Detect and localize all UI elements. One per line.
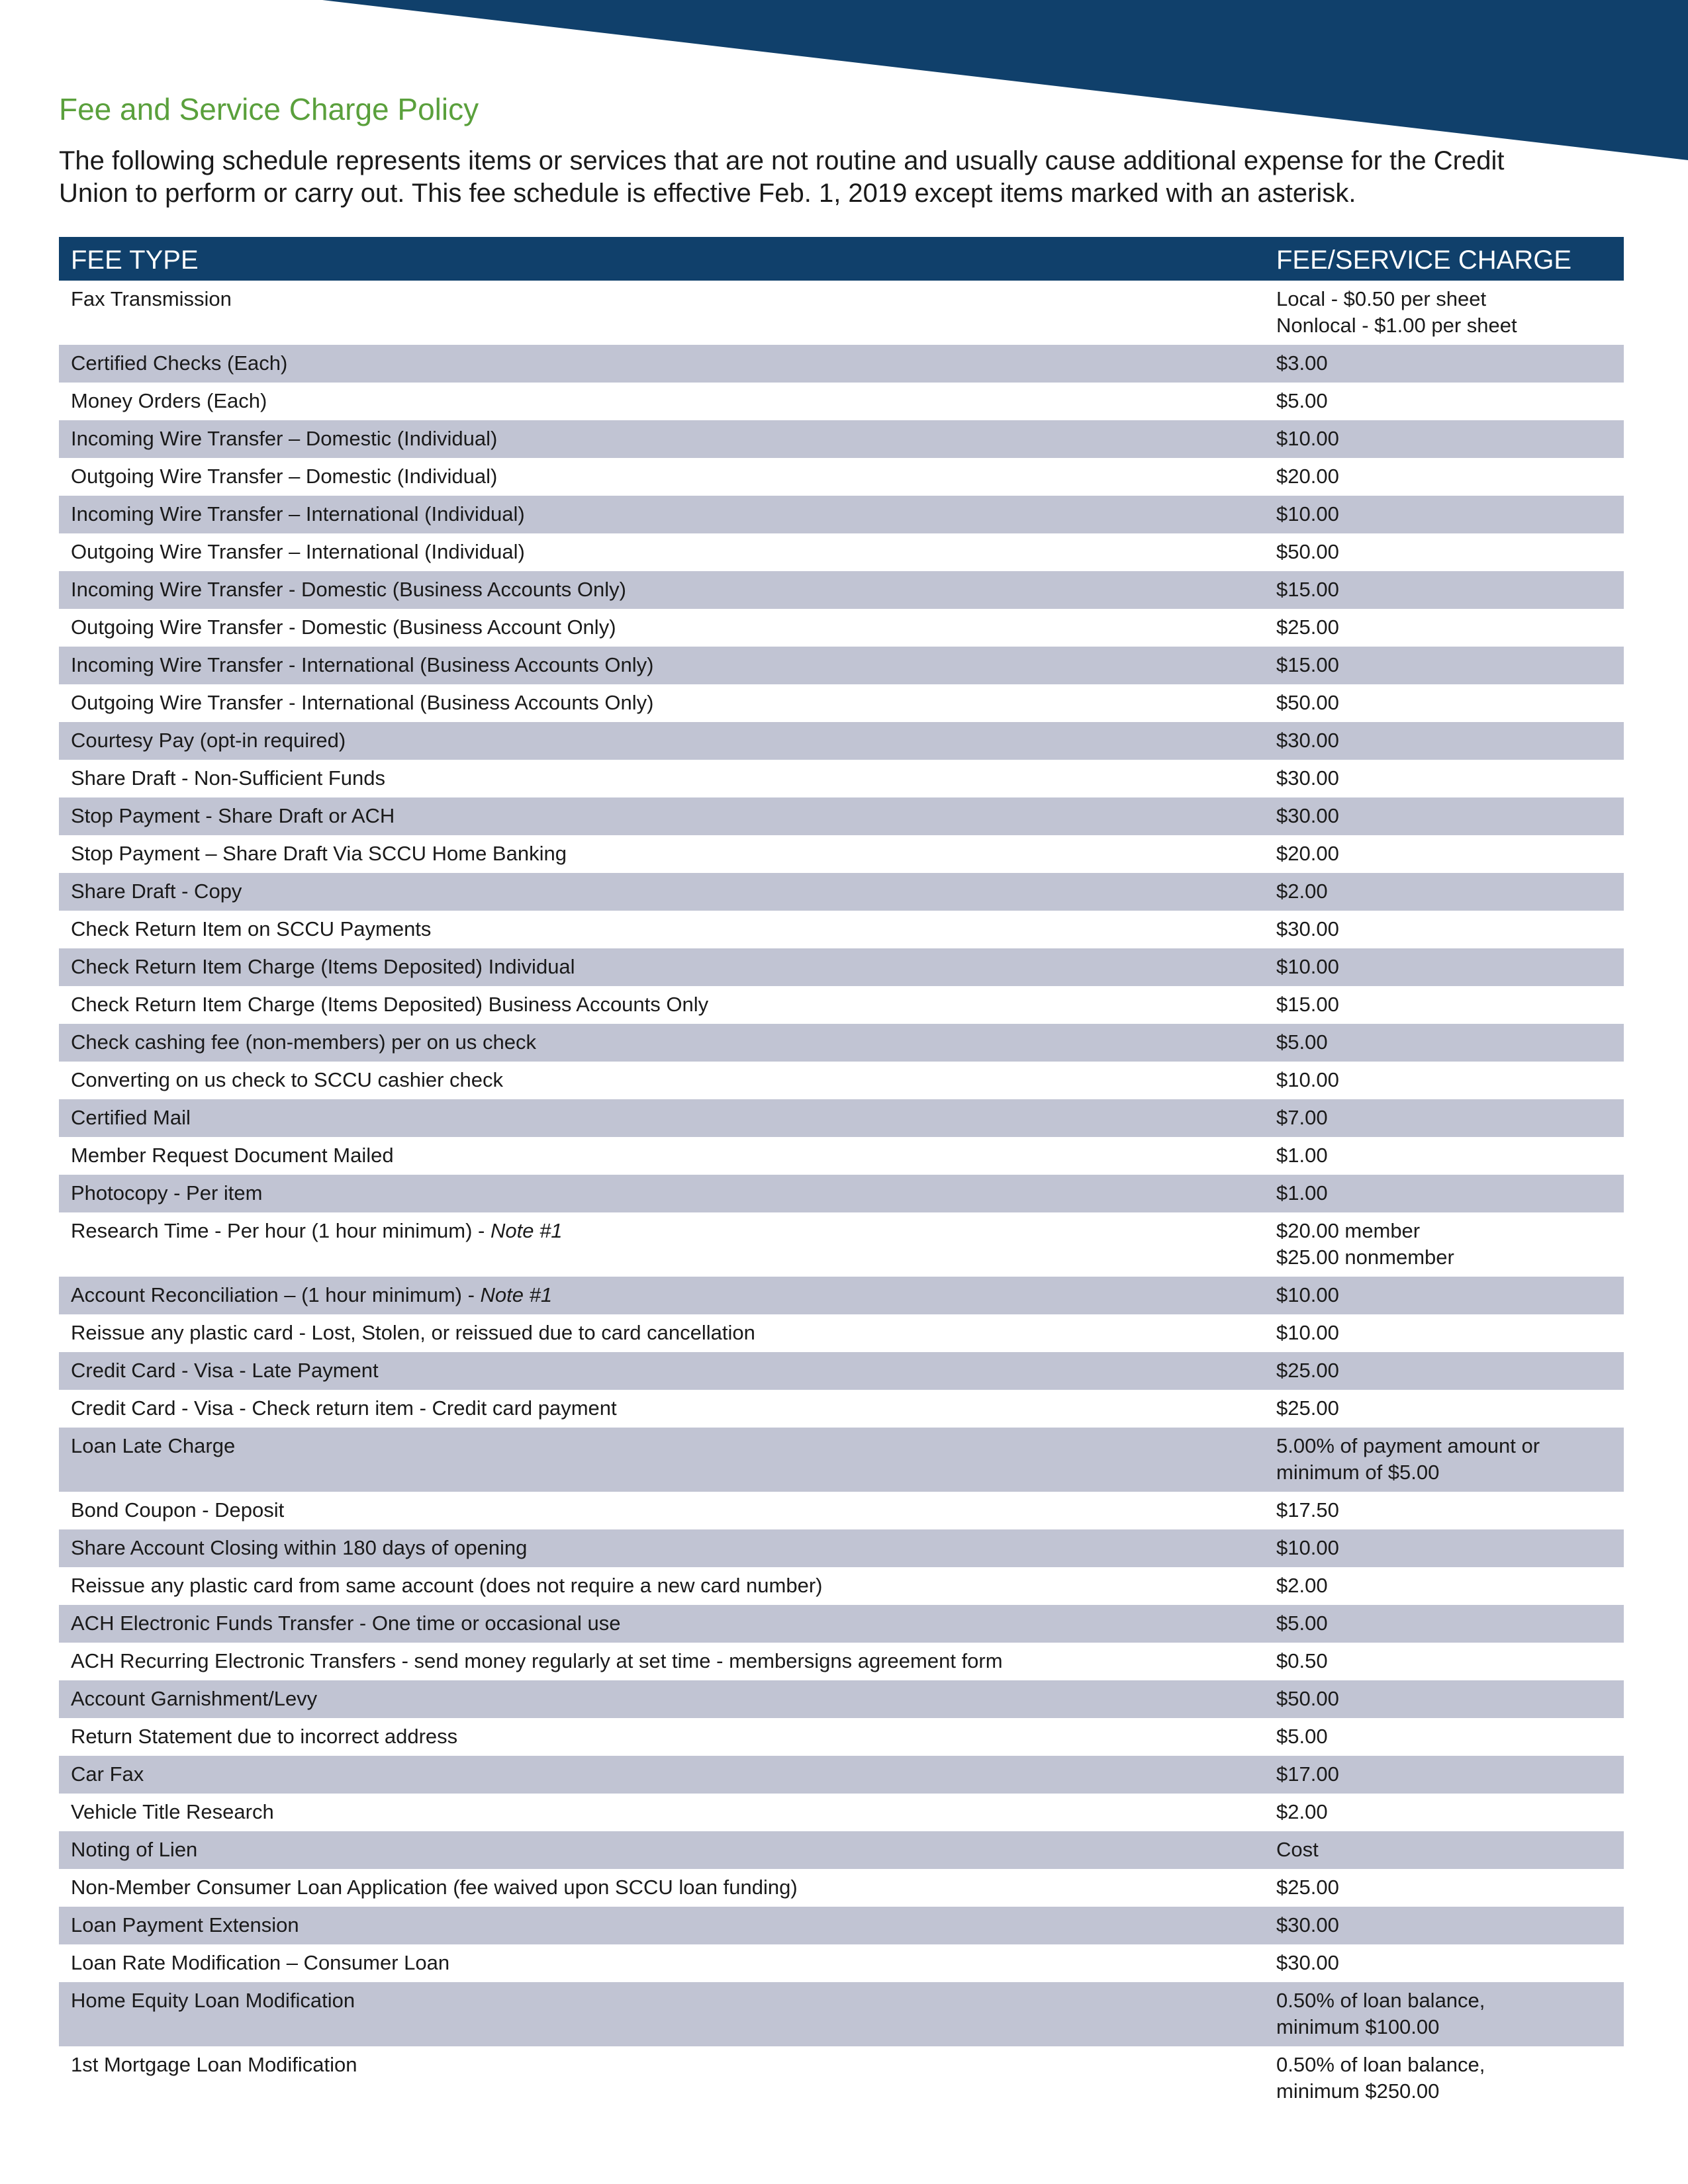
fee-charge-cell bbox=[1264, 1680, 1624, 1718]
fee-charge-line: $25.00 bbox=[1276, 1359, 1339, 1382]
table-row bbox=[59, 1314, 1624, 1352]
fee-type-cell bbox=[59, 1212, 1264, 1277]
page-title: Fee and Service Charge Policy bbox=[59, 92, 479, 126]
fee-charge-cell bbox=[1264, 1314, 1624, 1352]
fee-charge-line: $15.00 bbox=[1276, 653, 1339, 676]
fee-type-text: 1st Mortgage Loan Modification bbox=[71, 2053, 357, 2076]
fee-type-text: Outgoing Wire Transfer – International (Individual) bbox=[71, 540, 525, 563]
fee-type-text: Loan Late Charge bbox=[71, 1434, 236, 1457]
fee-type-text: Car Fax bbox=[71, 1762, 144, 1786]
fee-type-cell bbox=[59, 1492, 1264, 1529]
fee-type-cell bbox=[59, 1982, 1264, 2046]
fee-type-text: Share Draft - Non-Sufficient Funds bbox=[71, 766, 385, 790]
fee-type-cell bbox=[59, 609, 1264, 647]
fee-type-text: Certified Mail bbox=[71, 1106, 191, 1129]
fee-charge-cell bbox=[1264, 1175, 1624, 1212]
fee-type-cell bbox=[59, 533, 1264, 571]
table-row bbox=[59, 1680, 1624, 1718]
fee-charge-line: $20.00 bbox=[1276, 842, 1339, 865]
fee-charge-cell bbox=[1264, 1212, 1624, 1277]
fee-type-cell bbox=[59, 647, 1264, 684]
fee-type-text: Stop Payment - Share Draft or ACH bbox=[71, 804, 395, 827]
fee-type-text: Check cashing fee (non-members) per on us check bbox=[71, 1030, 536, 1054]
fee-type-text: Research Time - Per hour (1 hour minimum) - bbox=[71, 1219, 491, 1242]
fee-type-cell bbox=[59, 1756, 1264, 1794]
fee-type-cell bbox=[59, 1907, 1264, 1944]
fee-type-text: Outgoing Wire Transfer – Domestic (Individual) bbox=[71, 465, 498, 488]
fee-type-text: Money Orders (Each) bbox=[71, 389, 267, 412]
fee-type-cell bbox=[59, 1794, 1264, 1831]
fee-charge-cell bbox=[1264, 1492, 1624, 1529]
fee-charge-line: $50.00 bbox=[1276, 540, 1339, 563]
fee-charge-cell bbox=[1264, 835, 1624, 873]
table-row bbox=[59, 345, 1624, 383]
table-row bbox=[59, 760, 1624, 797]
fee-charge-cell bbox=[1264, 1605, 1624, 1643]
table-row bbox=[59, 797, 1624, 835]
fee-type-cell bbox=[59, 760, 1264, 797]
fee-charge-cell bbox=[1264, 1390, 1624, 1428]
fee-type-text: Check Return Item Charge (Items Deposited) Individual bbox=[71, 955, 575, 978]
table-row bbox=[59, 1137, 1624, 1175]
fee-charge-line: $0.50 bbox=[1276, 1649, 1328, 1672]
fee-charge-line: 0.50% of loan balance, bbox=[1276, 2053, 1485, 2076]
table-row bbox=[59, 609, 1624, 647]
table-row bbox=[59, 1567, 1624, 1605]
fee-charge-line: $1.00 bbox=[1276, 1181, 1328, 1205]
fee-charge-line: $30.00 bbox=[1276, 917, 1339, 940]
fee-charge-cell bbox=[1264, 647, 1624, 684]
table-row bbox=[59, 420, 1624, 458]
table-row bbox=[59, 571, 1624, 609]
fee-charge-line: $5.00 bbox=[1276, 1612, 1328, 1635]
table-row bbox=[59, 1352, 1624, 1390]
table-row bbox=[59, 1982, 1624, 2046]
fee-type-text: Converting on us check to SCCU cashier check bbox=[71, 1068, 504, 1091]
fee-type-cell bbox=[59, 2046, 1264, 2111]
fee-charge-line: $3.00 bbox=[1276, 351, 1328, 375]
fee-type-cell bbox=[59, 1680, 1264, 1718]
table-row bbox=[59, 1024, 1624, 1062]
fee-charge-cell bbox=[1264, 873, 1624, 911]
fee-charge-line: $2.00 bbox=[1276, 880, 1328, 903]
fee-charge-line: 0.50% of loan balance, bbox=[1276, 1989, 1485, 2012]
fee-type-cell bbox=[59, 1175, 1264, 1212]
fee-charge-line: Local - $0.50 per sheet bbox=[1276, 287, 1487, 310]
fee-charge-cell bbox=[1264, 533, 1624, 571]
fee-charge-line: $2.00 bbox=[1276, 1800, 1328, 1823]
fee-type-cell bbox=[59, 911, 1264, 948]
header-fee-type: FEE TYPE bbox=[59, 237, 1264, 281]
fee-type-text: Incoming Wire Transfer - Domestic (Business Accounts Only) bbox=[71, 578, 626, 601]
fee-type-cell bbox=[59, 1062, 1264, 1099]
fee-type-text: Member Request Document Mailed bbox=[71, 1144, 394, 1167]
fee-charge-cell bbox=[1264, 1869, 1624, 1907]
table-row bbox=[59, 281, 1624, 345]
fee-charge-line: 5.00% of payment amount or bbox=[1276, 1434, 1540, 1457]
fee-charge-line: $50.00 bbox=[1276, 691, 1339, 714]
fee-charge-line: $7.00 bbox=[1276, 1106, 1328, 1129]
fee-charge-cell bbox=[1264, 1567, 1624, 1605]
fee-type-cell bbox=[59, 1352, 1264, 1390]
table-row bbox=[59, 1099, 1624, 1137]
fee-type-text: Courtesy Pay (opt-in required) bbox=[71, 729, 346, 752]
fee-charge-cell bbox=[1264, 948, 1624, 986]
fee-type-text: Photocopy - Per item bbox=[71, 1181, 263, 1205]
fee-charge-line: $10.00 bbox=[1276, 1536, 1339, 1559]
fee-type-cell bbox=[59, 571, 1264, 609]
fee-type-cell bbox=[59, 281, 1264, 345]
table-row bbox=[59, 496, 1624, 533]
table-row bbox=[59, 1944, 1624, 1982]
fee-type-text: Vehicle Title Research bbox=[71, 1800, 274, 1823]
fee-type-text: Reissue any plastic card from same account (does not require a new card number) bbox=[71, 1574, 823, 1597]
fee-type-cell bbox=[59, 948, 1264, 986]
fee-type-text: Outgoing Wire Transfer - International (Business Accounts Only) bbox=[71, 691, 654, 714]
fee-type-text: Loan Rate Modification – Consumer Loan bbox=[71, 1951, 450, 1974]
table-row bbox=[59, 1212, 1624, 1277]
fee-type-cell bbox=[59, 1390, 1264, 1428]
fee-charge-line: $5.00 bbox=[1276, 1725, 1328, 1748]
table-row bbox=[59, 1605, 1624, 1643]
table-row bbox=[59, 1428, 1624, 1492]
fee-charge-cell bbox=[1264, 1024, 1624, 1062]
fee-type-text: Outgoing Wire Transfer - Domestic (Business Account Only) bbox=[71, 615, 616, 639]
table-row bbox=[59, 1390, 1624, 1428]
table-header-row bbox=[59, 237, 1624, 281]
fee-charge-line: $10.00 bbox=[1276, 1283, 1339, 1306]
fee-type-cell bbox=[59, 986, 1264, 1024]
fee-charge-line: $17.50 bbox=[1276, 1498, 1339, 1522]
fee-type-text: Loan Payment Extension bbox=[71, 1913, 299, 1936]
fee-charge-line: $20.00 bbox=[1276, 465, 1339, 488]
fee-charge-cell bbox=[1264, 281, 1624, 345]
fee-charge-cell bbox=[1264, 1352, 1624, 1390]
fee-charge-cell bbox=[1264, 1062, 1624, 1099]
fee-type-cell bbox=[59, 420, 1264, 458]
fee-charge-cell bbox=[1264, 496, 1624, 533]
fee-charge-cell bbox=[1264, 1794, 1624, 1831]
fee-type-cell bbox=[59, 1643, 1264, 1680]
fee-type-cell bbox=[59, 1314, 1264, 1352]
table-row bbox=[59, 1277, 1624, 1314]
fee-type-text: ACH Electronic Funds Transfer - One time or occasional use bbox=[71, 1612, 621, 1635]
fee-type-cell bbox=[59, 1024, 1264, 1062]
fee-type-text: Return Statement due to incorrect address bbox=[71, 1725, 458, 1748]
fee-type-text: Account Garnishment/Levy bbox=[71, 1687, 318, 1710]
fee-type-text: Share Account Closing within 180 days of opening bbox=[71, 1536, 528, 1559]
fee-charge-line: $15.00 bbox=[1276, 993, 1339, 1016]
fee-type-cell bbox=[59, 345, 1264, 383]
table-row bbox=[59, 911, 1624, 948]
table-row bbox=[59, 1643, 1624, 1680]
fee-charge-line: $10.00 bbox=[1276, 1321, 1339, 1344]
fee-charge-cell bbox=[1264, 1529, 1624, 1567]
fee-type-cell bbox=[59, 1869, 1264, 1907]
fee-charge-cell bbox=[1264, 1756, 1624, 1794]
fee-charge-line: $2.00 bbox=[1276, 1574, 1328, 1597]
fee-charge-cell bbox=[1264, 722, 1624, 760]
fee-charge-cell bbox=[1264, 571, 1624, 609]
fee-table bbox=[59, 237, 1624, 2111]
fee-type-cell bbox=[59, 496, 1264, 533]
fee-type-text: Incoming Wire Transfer - International (Business Accounts Only) bbox=[71, 653, 654, 676]
table-row bbox=[59, 1492, 1624, 1529]
fee-type-cell bbox=[59, 383, 1264, 420]
fee-type-cell bbox=[59, 1137, 1264, 1175]
fee-charge-line: $15.00 bbox=[1276, 578, 1339, 601]
fee-charge-line: $17.00 bbox=[1276, 1762, 1339, 1786]
fee-charge-cell bbox=[1264, 1277, 1624, 1314]
fee-type-cell bbox=[59, 1567, 1264, 1605]
fee-type-cell bbox=[59, 458, 1264, 496]
fee-charge-line: minimum of $5.00 bbox=[1276, 1461, 1440, 1484]
fee-charge-line: $25.00 nonmember bbox=[1276, 1246, 1454, 1269]
intro-paragraph: The following schedule represents items or services that are not routine and usually cause additional expense for the Credit Union to perform or carry out. This fee schedule is effective Feb. 1, 2019 except items marked with an asterisk. bbox=[59, 146, 1505, 208]
fee-charge-line: minimum $250.00 bbox=[1276, 2079, 1440, 2103]
fee-charge-cell bbox=[1264, 760, 1624, 797]
fee-charge-line: $30.00 bbox=[1276, 1951, 1339, 1974]
fee-charge-line: $20.00 member bbox=[1276, 1219, 1421, 1242]
fee-type-cell bbox=[59, 1831, 1264, 1869]
fee-type-text: Check Return Item Charge (Items Deposited) Business Accounts Only bbox=[71, 993, 709, 1016]
table-row bbox=[59, 1756, 1624, 1794]
fee-type-text: Check Return Item on SCCU Payments bbox=[71, 917, 432, 940]
fee-type-text: Reissue any plastic card - Lost, Stolen, or reissued due to card cancellation bbox=[71, 1321, 755, 1344]
fee-type-text: Account Reconciliation – (1 hour minimum) - bbox=[71, 1283, 481, 1306]
table-row bbox=[59, 684, 1624, 722]
fee-charge-line: $10.00 bbox=[1276, 427, 1339, 450]
fee-type-cell bbox=[59, 1605, 1264, 1643]
fee-charge-cell bbox=[1264, 797, 1624, 835]
fee-charge-line: $10.00 bbox=[1276, 1068, 1339, 1091]
fee-charge-cell bbox=[1264, 345, 1624, 383]
fee-charge-line: $30.00 bbox=[1276, 1913, 1339, 1936]
fee-charge-cell bbox=[1264, 2046, 1624, 2111]
note-reference: Note #1 bbox=[490, 1219, 563, 1242]
fee-type-text: Credit Card - Visa - Check return item - Credit card payment bbox=[71, 1396, 617, 1420]
fee-charge-cell bbox=[1264, 383, 1624, 420]
fee-charge-cell bbox=[1264, 458, 1624, 496]
fee-type-cell bbox=[59, 1428, 1264, 1492]
table-row bbox=[59, 458, 1624, 496]
fee-type-text: Incoming Wire Transfer – International (Individual) bbox=[71, 502, 525, 525]
table-row bbox=[59, 835, 1624, 873]
fee-charge-cell bbox=[1264, 1982, 1624, 2046]
fee-type-cell bbox=[59, 873, 1264, 911]
fee-charge-line: $1.00 bbox=[1276, 1144, 1328, 1167]
fee-charge-cell bbox=[1264, 1944, 1624, 1982]
table-row bbox=[59, 986, 1624, 1024]
fee-charge-line: $30.00 bbox=[1276, 729, 1339, 752]
fee-type-text: Incoming Wire Transfer – Domestic (Individual) bbox=[71, 427, 498, 450]
fee-charge-cell bbox=[1264, 609, 1624, 647]
fee-charge-cell bbox=[1264, 1428, 1624, 1492]
fee-type-text: Credit Card - Visa - Late Payment bbox=[71, 1359, 379, 1382]
fee-type-cell bbox=[59, 1718, 1264, 1756]
table-row bbox=[59, 1831, 1624, 1869]
fee-charge-line: $25.00 bbox=[1276, 615, 1339, 639]
table-row bbox=[59, 722, 1624, 760]
table-row bbox=[59, 2046, 1624, 2111]
fee-charge-cell bbox=[1264, 1099, 1624, 1137]
fee-charge-line: $50.00 bbox=[1276, 1687, 1339, 1710]
fee-charge-cell bbox=[1264, 911, 1624, 948]
fee-type-cell bbox=[59, 1944, 1264, 1982]
fee-type-text: Certified Checks (Each) bbox=[71, 351, 288, 375]
fee-type-text: Stop Payment – Share Draft Via SCCU Home Banking bbox=[71, 842, 567, 865]
fee-type-cell bbox=[59, 722, 1264, 760]
table-row bbox=[59, 1529, 1624, 1567]
table-row bbox=[59, 948, 1624, 986]
fee-charge-cell bbox=[1264, 1718, 1624, 1756]
fee-type-text: Non-Member Consumer Loan Application (fee waived upon SCCU loan funding) bbox=[71, 1876, 798, 1899]
note-reference: Note #1 bbox=[480, 1283, 553, 1306]
header-fee-charge: FEE/SERVICE CHARGE bbox=[1264, 237, 1624, 281]
fee-charge-cell bbox=[1264, 684, 1624, 722]
table-row bbox=[59, 1794, 1624, 1831]
fee-charge-cell bbox=[1264, 986, 1624, 1024]
fee-type-cell bbox=[59, 684, 1264, 722]
fee-charge-cell bbox=[1264, 1907, 1624, 1944]
fee-charge-line: minimum $100.00 bbox=[1276, 2015, 1440, 2038]
fee-type-cell bbox=[59, 797, 1264, 835]
fee-charge-line: $10.00 bbox=[1276, 502, 1339, 525]
fee-charge-cell bbox=[1264, 1137, 1624, 1175]
table-row bbox=[59, 1718, 1624, 1756]
fee-charge-line: $25.00 bbox=[1276, 1876, 1339, 1899]
fee-charge-line: $5.00 bbox=[1276, 389, 1328, 412]
fee-charge-line: $10.00 bbox=[1276, 955, 1339, 978]
fee-type-cell bbox=[59, 1529, 1264, 1567]
table-row bbox=[59, 873, 1624, 911]
fee-type-cell bbox=[59, 835, 1264, 873]
fee-type-text: Bond Coupon - Deposit bbox=[71, 1498, 285, 1522]
fee-charge-line: Nonlocal - $1.00 per sheet bbox=[1276, 314, 1517, 337]
fee-type-cell bbox=[59, 1277, 1264, 1314]
fee-type-text: Noting of Lien bbox=[71, 1838, 198, 1861]
table-row bbox=[59, 1907, 1624, 1944]
fee-charge-line: $30.00 bbox=[1276, 804, 1339, 827]
fee-type-text: Home Equity Loan Modification bbox=[71, 1989, 355, 2012]
fee-type-text: Share Draft - Copy bbox=[71, 880, 242, 903]
table-row bbox=[59, 383, 1624, 420]
table-row bbox=[59, 533, 1624, 571]
fee-charge-line: $30.00 bbox=[1276, 766, 1339, 790]
fee-charge-cell bbox=[1264, 1643, 1624, 1680]
fee-charge-line: Cost bbox=[1276, 1838, 1319, 1861]
table-row bbox=[59, 647, 1624, 684]
table-row bbox=[59, 1175, 1624, 1212]
fee-type-text: ACH Recurring Electronic Transfers - send money regularly at set time - membersigns agreement form bbox=[71, 1649, 1003, 1672]
fee-charge-cell bbox=[1264, 1831, 1624, 1869]
fee-charge-cell bbox=[1264, 420, 1624, 458]
table-row bbox=[59, 1869, 1624, 1907]
fee-charge-line: $25.00 bbox=[1276, 1396, 1339, 1420]
fee-type-text: Fax Transmission bbox=[71, 287, 232, 310]
table-row bbox=[59, 1062, 1624, 1099]
fee-type-cell bbox=[59, 1099, 1264, 1137]
fee-charge-line: $5.00 bbox=[1276, 1030, 1328, 1054]
